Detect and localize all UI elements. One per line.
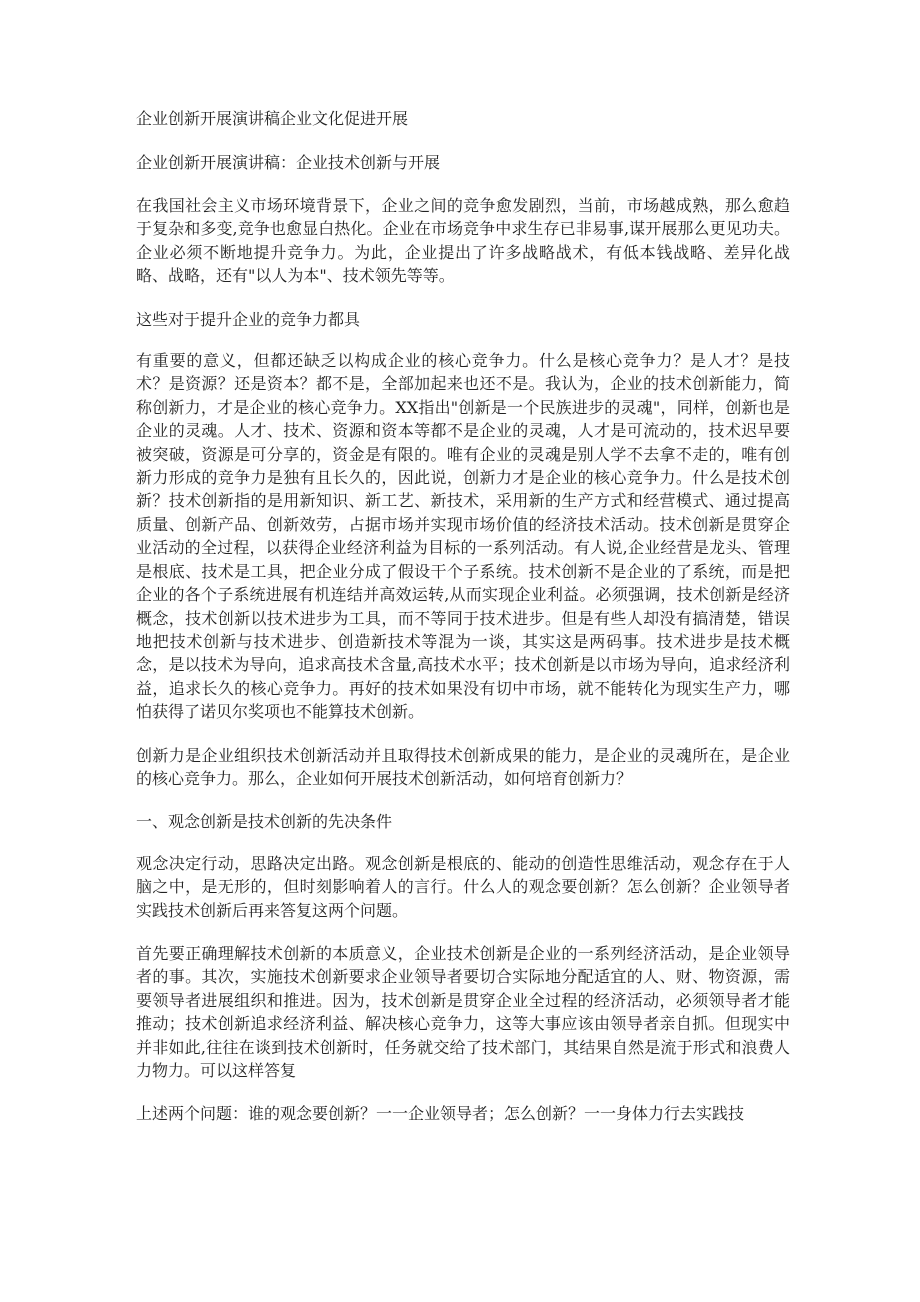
paragraph-core-competitiveness: 有重要的意义，但都还缺乏以构成企业的核心竞争力。什么是核心竞争力？是人才？是技术？是资源？还是资本？都不是，全部加起来也还不是。我认为，企业的技术创新能力，简称创新力，才是企业的核心竞争力。XX指出"创新是一个民族进步的灵魂"，同样，创新也是企业的灵魂。人才、技术、资源和资本等都不是企业的灵魂，人才是可流动的，技术迟早要被突破，资源是可分享的，资金是有限的。唯有企业的灵魂是别人学不去拿不走的，唯有创新力形成的竞争力是独有且长久的，因此说，创新力才是企业的核心竞争力。什么是技术创新？技术创新指的是用新知识、新工艺、新技术，采用新的生产方式和经营模式、通过提高质量、创新产品、创新效劳，占据市场并实现市场价值的经济技术活动。技术创新是贯穿企业活动的全过程，以获得企业经济利益为目标的一系列活动。有人说,企业经营是龙头、管理是根底、技术是工具，把企业分成了假设干个子系统。技术创新不是企业的了系统，而是把企业的各个子系统进展有机连结并高效运转,从而实现企业利益。必须强调，技术创新是经济概念，技术创新以技术进步为工具，而不等同于技术进步。但是有些人却没有搞清楚，错误地把技术创新与技术进步、创造新技术等混为一谈，其实这是两码事。技术进步是技术概念，是以技术为导向，追求高技术含量,高技术水平；技术创新是以市场为导向，追求经济利益，追求长久的核心竞争力。再好的技术如果没有切中市场，就不能转化为现实生产力，哪怕获得了诺贝尔奖项也不能算技术创新。 [136,351,790,722]
paragraph-leader-responsibility: 首先要正确理解技术创新的本质意义，企业技术创新是企业的一系列经济活动，是企业领导者的事。其次，实施技术创新要求企业领导者要切合实际地分配适宜的人、财、物资源，需要领导者进展组织和推进。因为，技术创新是贯穿企业全过程的经济活动，必须领导者才能推动；技术创新追求经济利益、解决核心竞争力，这等大事应该由领导者亲自抓。但现实中并非如此,往往在谈到技术创新时，任务就交给了技术部门，其结果自然是流于形式和浪费人力物力。可以这样答复 [136,943,790,1080]
paragraph-concept-decides-action: 观念决定行动，思路决定出路。观念创新是根底的、能动的创造性思维活动，观念存在于人脑之中，是无形的，但时刻影响着人的言行。什么人的观念要创新？怎么创新？企业领导者实践技术创新后再来答复这两个问题。 [136,853,790,920]
paragraph-innovation-ability: 创新力是企业组织技术创新活动并且取得技术创新成果的能力，是企业的灵魂所在，是企业的核心竞争力。那么，企业如何开展技术创新活动，如何培育创新力？ [136,745,790,788]
document-subtitle: 企业创新开展演讲稿：企业技术创新与开展 [136,153,441,172]
paragraph-competitiveness-intro: 这些对于提升企业的竞争力都具 [136,309,361,329]
section-heading-concept-innovation: 一、观念创新是技术创新的先决条件 [136,812,393,832]
paragraph-answer-questions: 上述两个问题：谁的观念要创新？一一企业领导者；怎么创新？一一身体力行去实践技 [136,1104,745,1124]
document-page [136,106,790,1126]
document-title: 企业创新开展演讲稿企业文化促进开展 [136,109,409,128]
paragraph-market-background: 在我国社会主义市场环境背景下，企业之间的竞争愈发剧烈，当前，市场越成熟，那么愈趋于复杂和多变,竞争也愈显白热化。企业在市场竞争中求生存已非易事,谋开展那么更见功夫。企业必须不断地提升竞争力。为此，企业提出了许多战略战术，有低本钱战略、差异化战略、战略，还有"以人为本"、技术领先等等。 [136,196,790,286]
